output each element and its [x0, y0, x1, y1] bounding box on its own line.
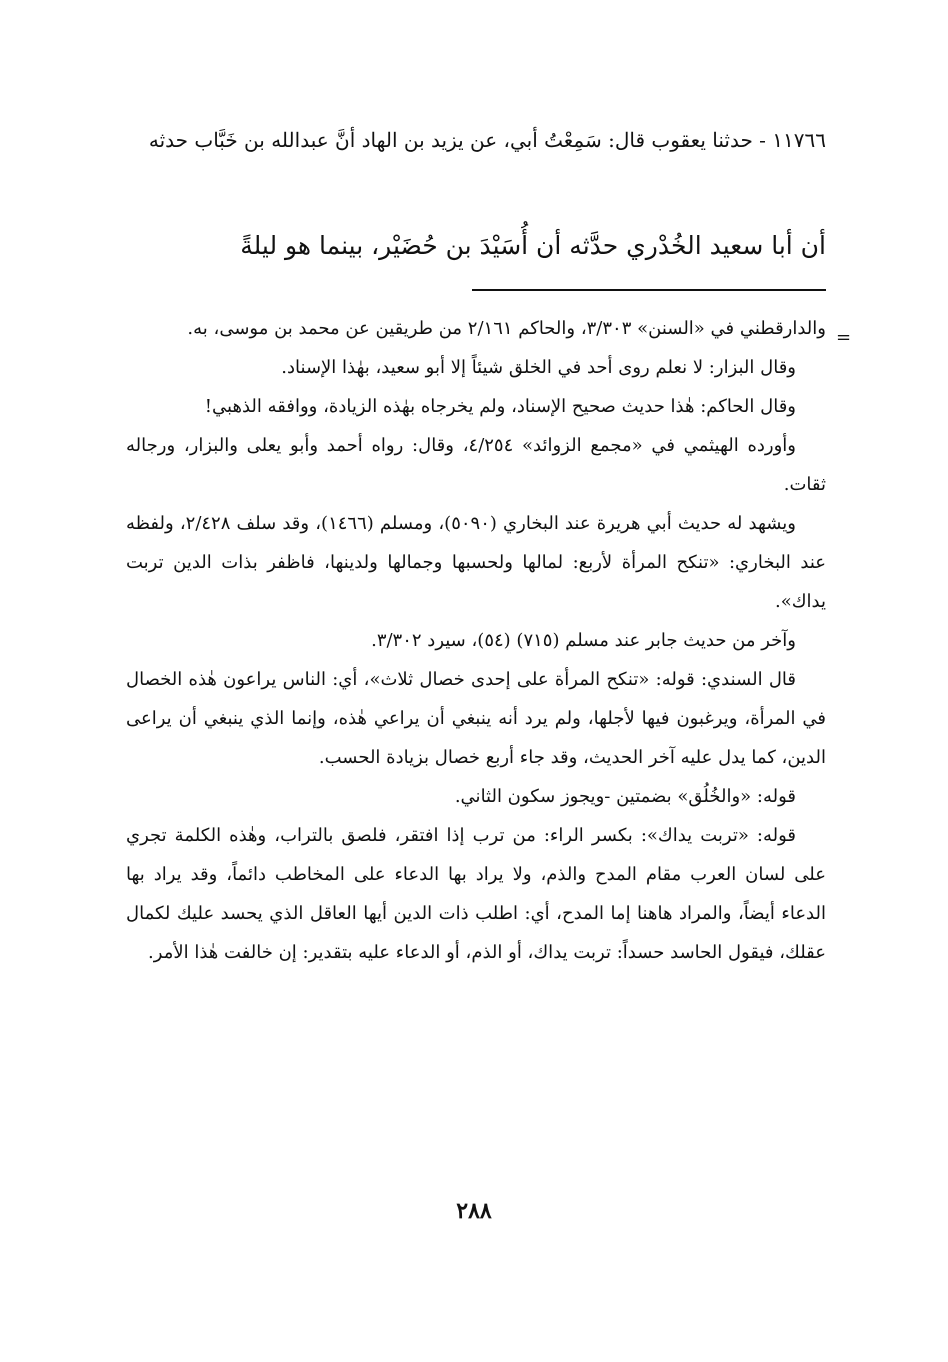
footnote-paragraph: قوله: «تربت يداك»: بكسر الراء: من ترب إذا افتقر، فلصق بالتراب، وهٰذه الكلمة تجري على لسان العرب مقام المدح والذم، ولا يراد بها الدعاء على المخاطب دائماً، وقد يراد بها الدعاء أيضاً، والمراد هاهنا إما المدح، أي: اطلب ذات الدين أيها العاقل الذي يحسد عليك لكمال عقلك، فيقول الحاسد حسداً: تربت يداك، أو الذم، أو الدعاء عليه بتقدير: إن خالفت هٰذا الأمر.: [126, 825, 826, 963]
footnote-paragraph: والدارقطني في «السنن» ٣/٣٠٣، والحاكم ٢/١٦١ من طريقين عن محمد بن موسى، به.: [187, 318, 826, 339]
hadith-isnad: ١١٧٦٦ - حدثنا يعقوب قال: سَمِعْتُ أبي، عن يزيد بن الهاد أنَّ عبدالله بن خَبَّاب حدثه: [148, 128, 826, 152]
footnote-paragraph: وقال الحاكم: هٰذا حديث صحيح الإسناد، ولم يخرجاه بهٰذه الزيادة، ووافقه الذهبي!: [204, 396, 796, 417]
footnote-separator: [472, 289, 826, 291]
footnote-paragraph: وأورده الهيثمي في «مجمع الزوائد» ٤/٢٥٤، وقال: رواه أحمد وأبو يعلى والبزار، ورجاله ثقات.: [126, 435, 826, 495]
footnote-paragraph: قال السندي: قوله: «تنكح المرأة على إحدى خصال ثلاث»، أي: الناس يراعون هٰذه الخصال في المرأة، ويرغبون فيها لأجلها، ولم يرد أنه ينبغي أن يراعي هٰذه، وإنما الذي ينبغي أن يراعى الدين، كما يدل عليه آخر الحديث، وقد جاء أربع خصال بزيادة الحسب.: [126, 669, 826, 768]
page-number: ٢٨٨: [456, 1198, 492, 1224]
hadith-matn: أن أبا سعيد الخُدْري حدَّثه أن أُسَيْدَ بن حُضَيْر، بينما هو ليلةً: [240, 231, 826, 260]
footnote-paragraph: وآخر من حديث جابر عند مسلم (٧١٥) (٥٤)، سيرد ٣/٣٠٢.: [371, 630, 796, 651]
continuation-mark: =: [836, 327, 852, 348]
footnote-paragraph: وقال البزار: لا نعلم روى أحد في الخلق شيئاً إلا أبو سعيد، بهٰذا الإسناد.: [281, 357, 796, 378]
footnotes: [126, 309, 826, 972]
footnote-paragraph: قوله: «والخُلُق» بضمتين -ويجوز سكون الثاني.: [454, 786, 796, 807]
footnote-paragraph: ويشهد له حديث أبي هريرة عند البخاري (٥٠٩٠)، ومسلم (١٤٦٦)، وقد سلف ٢/٤٢٨، ولفظه عند البخاري: «تنكح المرأة لأربع: لمالها ولحسبها وجمالها ولدينها، فاظفر بذات الدين تربت يداك».: [126, 513, 826, 612]
